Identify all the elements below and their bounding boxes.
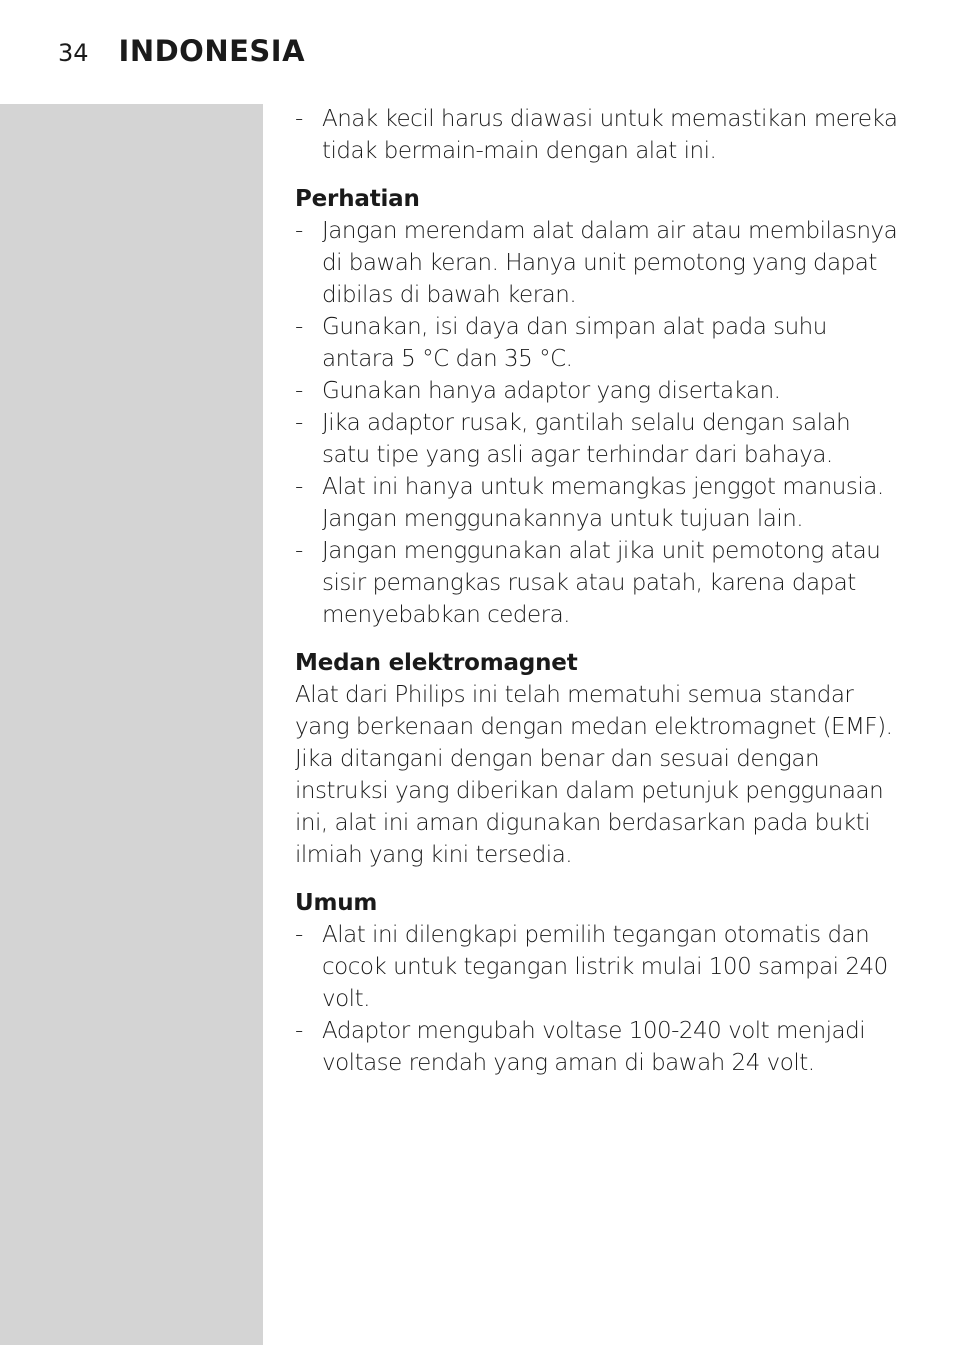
- list-item: [295, 375, 900, 407]
- bullet-dash: -: [295, 314, 303, 340]
- list-item-text: Gunakan hanya adaptor yang disertakan.: [322, 378, 781, 404]
- page-header: [58, 34, 305, 74]
- bullet-list: [295, 215, 900, 631]
- list-item-text: Alat ini hanya untuk memangkas jenggot manusia. Jangan menggunakannya untuk tujuan lain.: [322, 474, 884, 532]
- list-item-text: Jangan merendam alat dalam air atau membilasnya di bawah keran. Hanya unit pemotong yang dapat dibilas di bawah keran.: [322, 218, 898, 308]
- list-item: [295, 407, 900, 471]
- bullet-dash: -: [295, 378, 303, 404]
- section-medan-elektromagnet: [295, 647, 900, 871]
- list-item-text: Jika adaptor rusak, gantilah selalu dengan salah satu tipe yang asli agar terhindar dari bahaya.: [322, 410, 851, 468]
- side-margin-band: [0, 104, 263, 1345]
- list-item: [295, 311, 900, 375]
- bullet-list: [295, 103, 900, 167]
- list-item: [295, 215, 900, 311]
- language-section-title: INDONESIA: [118, 34, 306, 68]
- main-content: [295, 103, 900, 1095]
- list-item-text: Adaptor mengubah voltase 100-240 volt menjadi voltase rendah yang aman di bawah 24 volt.: [322, 1018, 866, 1076]
- section-heading: Perhatian: [295, 186, 420, 212]
- list-item: [295, 471, 900, 535]
- list-item: [295, 1015, 900, 1079]
- section-umum: [295, 887, 900, 1079]
- list-item-text: Anak kecil harus diawasi untuk memastikan mereka tidak bermain-main dengan alat ini.: [322, 106, 898, 164]
- section-heading: Umum: [295, 890, 378, 916]
- list-item: [295, 103, 900, 167]
- bullet-list: [295, 919, 900, 1079]
- list-item: [295, 535, 900, 631]
- list-item-text: Alat ini dilengkapi pemilih tegangan otomatis dan cocok untuk tegangan listrik mulai 100 sampai 240 volt.: [322, 922, 888, 1012]
- section-heading: Medan elektromagnet: [295, 650, 578, 676]
- list-item-text: Jangan menggunakan alat jika unit pemotong atau sisir pemangkas rusak atau patah, karena dapat menyebabkan cedera.: [322, 538, 881, 628]
- bullet-dash: -: [295, 474, 303, 500]
- bullet-dash: -: [295, 410, 303, 436]
- paragraph: Alat dari Philips ini telah mematuhi semua standar yang berkenaan dengan medan elektromagnet (EMF). Jika ditangani dengan benar dan sesuai dengan instruksi yang diberikan dalam petunjuk penggunaan ini, alat ini aman digunakan berdasarkan pada bukti ilmiah yang kini tersedia.: [295, 682, 893, 868]
- list-item: [295, 919, 900, 1015]
- section-supervision: [295, 103, 900, 167]
- bullet-dash: -: [295, 922, 303, 948]
- bullet-dash: -: [295, 1018, 303, 1044]
- section-perhatian: [295, 183, 900, 631]
- bullet-dash: -: [295, 218, 303, 244]
- bullet-dash: -: [295, 106, 303, 132]
- page-number: 34: [58, 39, 89, 67]
- list-item-text: Gunakan, isi daya dan simpan alat pada suhu antara 5 °C dan 35 °C.: [322, 314, 827, 372]
- bullet-dash: -: [295, 538, 303, 564]
